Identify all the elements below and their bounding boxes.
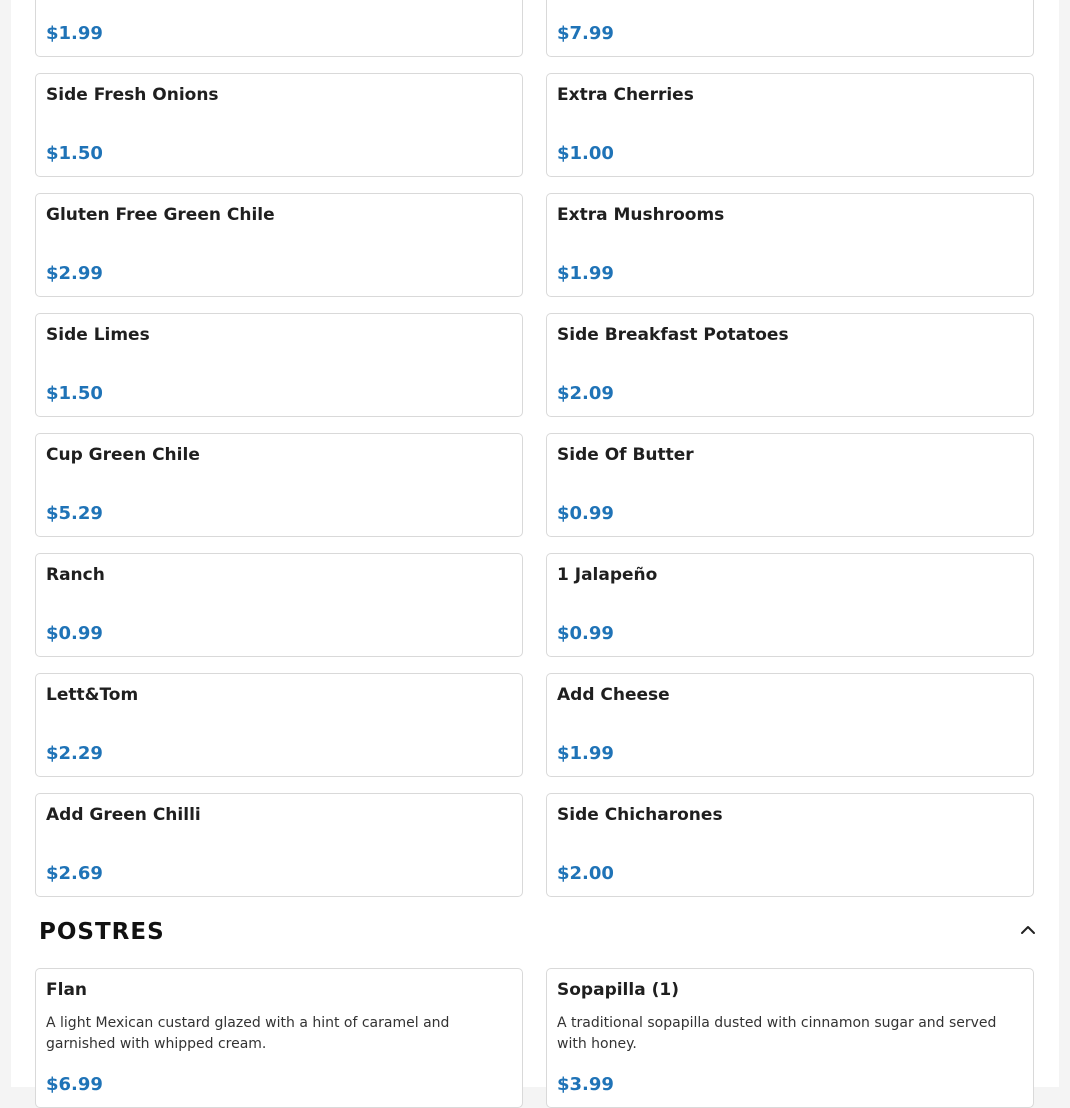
item-name: Lett&Tom [46,685,139,705]
item-price: $0.99 [46,623,103,644]
item-price: $2.29 [46,743,103,764]
menu-item-card[interactable] [546,193,1034,297]
item-name: Gluten Free Green Chile [46,205,275,225]
item-price: $2.09 [557,383,614,404]
item-description: A traditional sopapilla dusted with cinnamon sugar and served with honey. [557,1015,997,1052]
section-title: POSTRES [39,919,165,945]
item-price: $1.50 [46,383,103,404]
menu-item-card[interactable] [546,968,1034,1108]
item-name: Cup Green Chile [46,445,200,465]
item-name: Extra Mushrooms [557,205,725,225]
menu-item-card[interactable] [35,193,523,297]
item-description: A light Mexican custard glazed with a hint of caramel and garnished with whipped cream. [46,1015,450,1052]
item-price: $2.99 [46,263,103,284]
menu-item-card[interactable] [35,793,523,897]
item-name: Side Breakfast Potatoes [557,325,789,345]
menu-item-card[interactable] [546,73,1034,177]
item-price: $2.69 [46,863,103,884]
item-name: Extra Cherries [557,85,694,105]
menu-item-card[interactable] [546,313,1034,417]
item-price: $1.99 [46,23,103,44]
item-name: Side Fresh Onions [46,85,219,105]
menu-item-card[interactable] [35,0,523,57]
menu-item-card[interactable] [35,968,523,1108]
item-name: Side Limes [46,325,150,345]
menu-item-card[interactable] [546,553,1034,657]
sides-grid [35,0,1034,897]
item-price: $0.99 [557,623,614,644]
item-name: Add Cheese [557,685,670,705]
item-name: Sopapilla (1) [557,980,679,1000]
item-name: Add Green Chilli [46,805,201,825]
item-name: Ranch [46,565,105,585]
item-price: $1.99 [557,263,614,284]
menu-item-card[interactable] [546,673,1034,777]
chevron-up-icon[interactable] [1018,920,1038,940]
menu-page [11,0,1059,1095]
item-price: $1.50 [46,143,103,164]
item-price: $1.99 [557,743,614,764]
item-price: $7.99 [557,23,614,44]
menu-item-card[interactable] [35,673,523,777]
item-price: $3.99 [557,1074,614,1095]
item-price: $1.00 [557,143,614,164]
menu-item-card[interactable] [35,313,523,417]
item-price: $5.29 [46,503,103,524]
item-name: 1 Jalapeño [557,565,658,585]
menu-item-card[interactable] [546,0,1034,57]
item-price: $6.99 [46,1074,103,1095]
menu-item-card[interactable] [35,553,523,657]
item-name: Side Chicharones [557,805,723,825]
item-name: Side Of Butter [557,445,694,465]
postres-section-header[interactable] [39,914,1038,954]
item-price: $0.99 [557,503,614,524]
item-name: Flan [46,980,88,1000]
menu-item-card[interactable] [546,793,1034,897]
postres-grid [35,968,1034,1108]
menu-item-card[interactable] [35,433,523,537]
menu-item-card[interactable] [35,73,523,177]
item-price: $2.00 [557,863,614,884]
menu-item-card[interactable] [546,433,1034,537]
